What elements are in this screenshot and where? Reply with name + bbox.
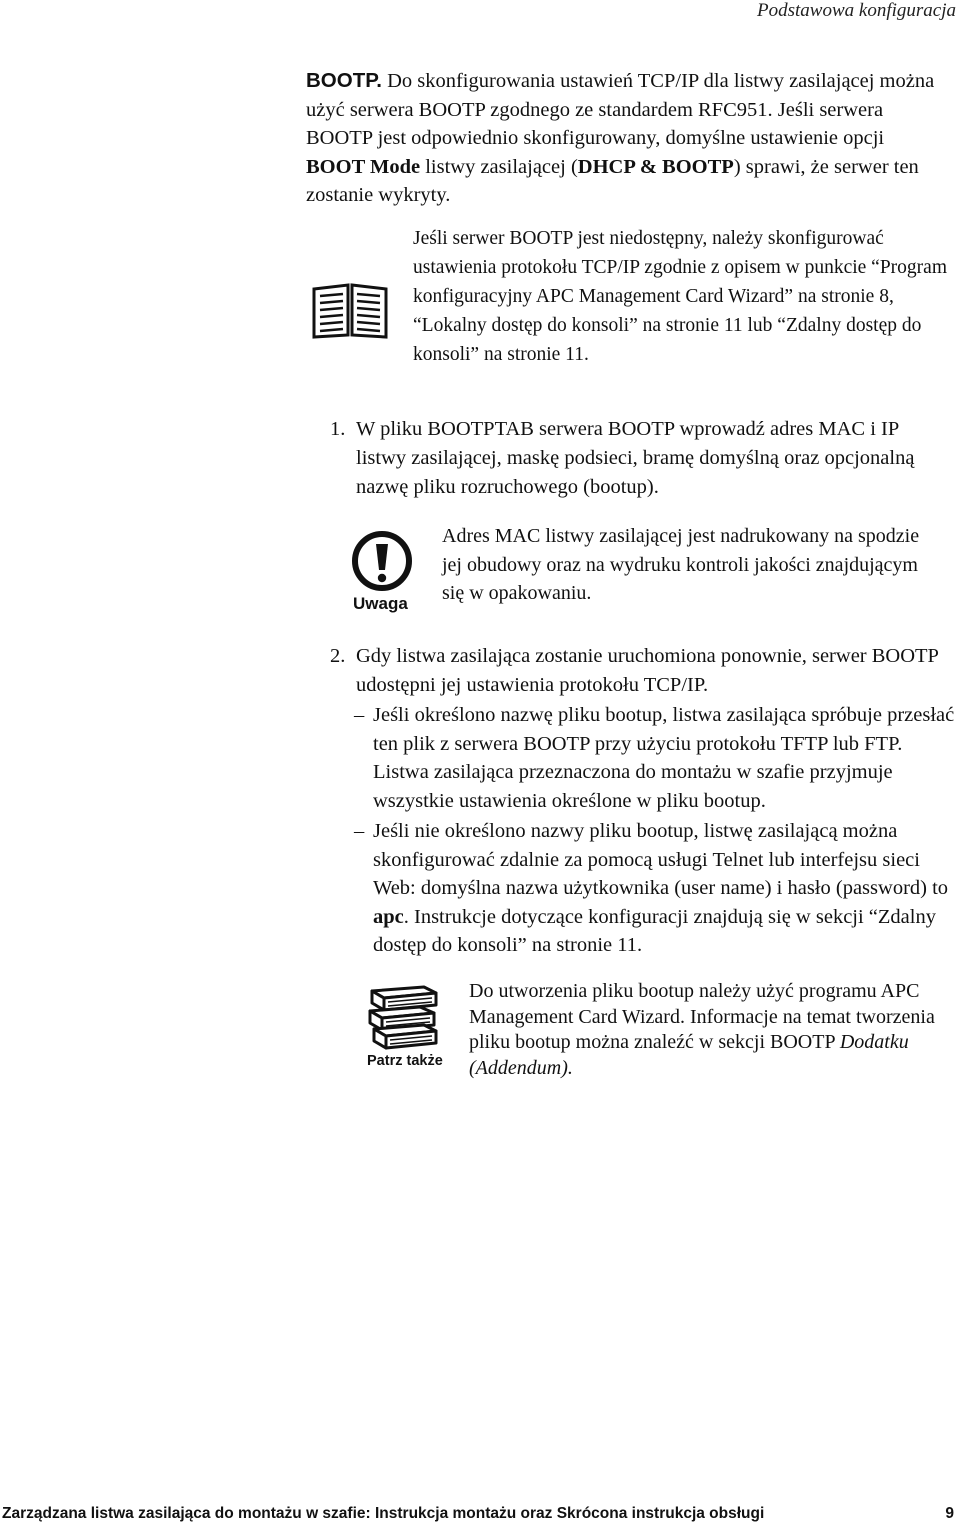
- bootp-intro-text-3: ) sprawi, że serwer ten zostanie wykryty.: [306, 155, 919, 207]
- page-header-section-title: Podstawowa konfiguracja: [757, 0, 956, 21]
- books-stack-icon: [364, 983, 442, 1056]
- note-warning-text: Adres MAC listwy zasilającej jest nadrukowany na spodzie jej obudowy oraz na wydruku kontroli jakości znajdującym się w opakowaniu.: [442, 525, 920, 604]
- bullet-2-dash: –: [354, 820, 365, 842]
- see-also-text-italic: Dodatku (Addendum).: [469, 1031, 909, 1079]
- apc-credential: apc: [373, 905, 404, 928]
- see-also-label: Patrz także: [367, 1053, 443, 1069]
- bullet-2-text: [373, 817, 958, 960]
- footer-title: Zarządzana listwa zasilająca do montażu w szafie: Instrukcja montażu oraz Skrócona instrukcja obsługi: [2, 1505, 765, 1522]
- warning-label: Uwaga: [353, 594, 408, 613]
- bullet-2-text-1: Jeśli nie określono nazwy pliku bootup, listwę zasilającą można skonfigurować zdalnie za pomocą usługi Telnet lub interfejsu sieci Web: domyślna nazwa użytkownika (user name) i hasło (password) to: [373, 820, 949, 900]
- step-1-number: 1.: [330, 418, 346, 440]
- step-2-text: Gdy listwa zasilająca zostanie uruchomiona ponownie, serwer BOOTP udostępni jej ustawienia protokołu TCP/IP.: [356, 645, 939, 696]
- bootp-intro-paragraph: [306, 67, 946, 210]
- bootp-label: BOOTP.: [306, 69, 382, 92]
- bullet-2-text-2: . Instrukcje dotyczące konfiguracji znajdują się w sekcji “Zdalny dostęp do konsoli” na stronie 11.: [373, 905, 936, 957]
- bootp-intro-text-1: Do skonfigurowania ustawień TCP/IP dla listwy zasilającej można użyć serwera BOOTP zgodnego ze standardem RFC951. Jeśli serwera BOOTP jest odpowiednio skonfigurowany, domyślne ustawienie opcji: [306, 70, 935, 150]
- dhcp-bootp-term: DHCP & BOOTP: [577, 155, 734, 178]
- see-also-text-1: Do utworzenia pliku bootup należy użyć programu APC Management Card Wizard. Informacje na temat tworzenia pliku bootup można znaleźć w sekcji BOOTP: [469, 980, 935, 1053]
- step-1-text: W pliku BOOTPTAB serwera BOOTP wprowadź adres MAC i IP listwy zasilającej, maskę podsieci, bramę domyślną oraz opcjonalną nazwę pliku rozruchowego (bootup).: [356, 418, 915, 498]
- bullet-1-text: Jeśli określono nazwę pliku bootup, listwa zasilająca spróbuje przesłać ten plik z serwera BOOTP przy użyciu protokołu TFTP lub FTP. Listwa zasilająca przeznaczona do montażu w szafie przyjmuje wszystkie ustawienia określone w pliku bootup.: [373, 704, 955, 812]
- bootp-intro-text-2: listwy zasilającej (: [420, 155, 578, 178]
- bullet-1-dash: –: [354, 704, 365, 726]
- boot-mode-term: BOOT Mode: [306, 155, 421, 178]
- book-icon: [310, 283, 390, 344]
- page-number: 9: [945, 1505, 954, 1522]
- warning-icon: [349, 530, 415, 601]
- note-book-text: Jeśli serwer BOOTP jest niedostępny, należy skonfigurować ustawienia protokołu TCP/IP zgodnie z opisem w punkcie “Program konfiguracyjny APC Management Card Wizard” na stronie 8, “Lokalny dostęp do konsoli” na stronie 11 lub “Zdalny dostęp do konsoli” na stronie 11.: [413, 228, 947, 365]
- step-2-number: 2.: [330, 645, 346, 667]
- page-footer: [2, 1505, 954, 1523]
- note-see-also-text: [469, 979, 954, 1081]
